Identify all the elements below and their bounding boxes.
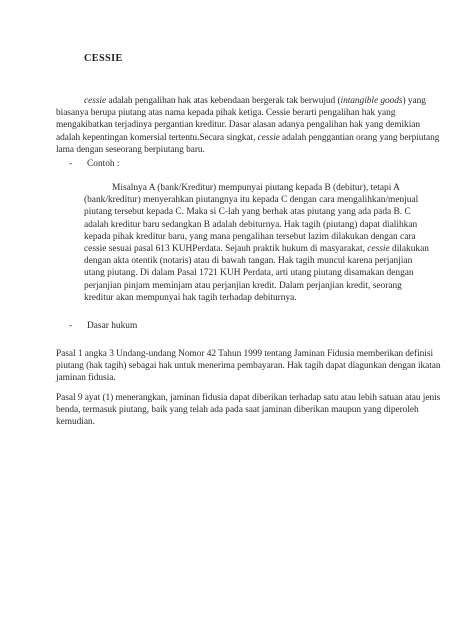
intro-paragraph	[56, 95, 442, 156]
intro-text-1: adalah pengalihan hak atas kebendaan bergerak tak berwujud (	[106, 96, 341, 106]
contoh-text-1: Misalnya A (bank/Kreditur) mempunyai piutang kepada B (debitur), tetapi A (bank/kreditur) menyerahkan piutangnya itu kepada C dengan cara mengalihkan/menjual piutang tersebut kepada C. Maka si C-lah yang berhak atas piutang yang ada pada B. C adalah kreditur baru sedangkan B adalah debiturnya. Hak tagih (piutang) dapat dialihkan kepada pihak kreditur baru, yang mana pengalihan tersebut lazim dilakukan dengan cara cessie sesuai pasal 613 KUHPerdata. Sejauh praktik hukum di masyarakat,	[84, 183, 419, 255]
dasar-dash: -	[69, 321, 73, 331]
pasal9-paragraph: Pasal 9 ayat (1) menerangkan, jaminan fidusia dapat diberikan terhadap satu atau lebih satuan atau jenis benda, termasuk piutang, baik yang telah ada pada saat jaminan diberikan maupun yang diperoleh kemudian.	[56, 393, 441, 428]
dasar-heading	[69, 320, 137, 332]
pasal1-paragraph: Pasal 1 angka 3 Undang-undang Nomor 42 Tahun 1999 tentang Jaminan Fidusia memberikan definisi piutang (hak tagih) sebagai hak untuk menerima pembayaran. Hak tagih dapat diagunkan dengan ikatan jaminan fidusia.	[56, 349, 441, 384]
contoh-heading	[69, 158, 120, 170]
contoh-term: cessie	[367, 244, 390, 255]
intro-term-2: cessie	[257, 132, 280, 143]
contoh-label: Contoh :	[87, 159, 120, 169]
dasar-label: Dasar hukum	[87, 321, 138, 331]
intro-text-3: adalah penggantian orang yang berpiutang lama dengan seseorang berpiutang baru.	[56, 132, 440, 155]
document-title: CESSIE	[84, 53, 123, 64]
intro-term: cessie	[84, 96, 107, 106]
contoh-paragraph	[84, 182, 430, 304]
intro-text-2: ) yang biasanya berupa piutang atas nama kepada pihak ketiga. Cessie berarti pengalihan hak yang mengakibatkan terjadinya pergantian kreditur. Dasar alasan adanya pengalihan hak yang demikian adalah kepentingan komersial tertentu.Secara singkat,	[56, 96, 426, 143]
contoh-text-2: dilakukan dengan akta otentik (notaris) atau di bawah tangan. Hak tagih muncul karena perjanjian utang piutang. Di dalam Pasal 1721 KUH Perdata, arti utang piutang disamakan dengan perjanjian pinjam meminjam atau perjanjian kredit. Dalam perjanjian kredit, seorang kreditur akan mempunyai hak tagih terhadap debiturnya.	[84, 244, 429, 303]
intro-intangible: intangible goods	[340, 96, 403, 106]
contoh-dash: -	[69, 159, 73, 169]
